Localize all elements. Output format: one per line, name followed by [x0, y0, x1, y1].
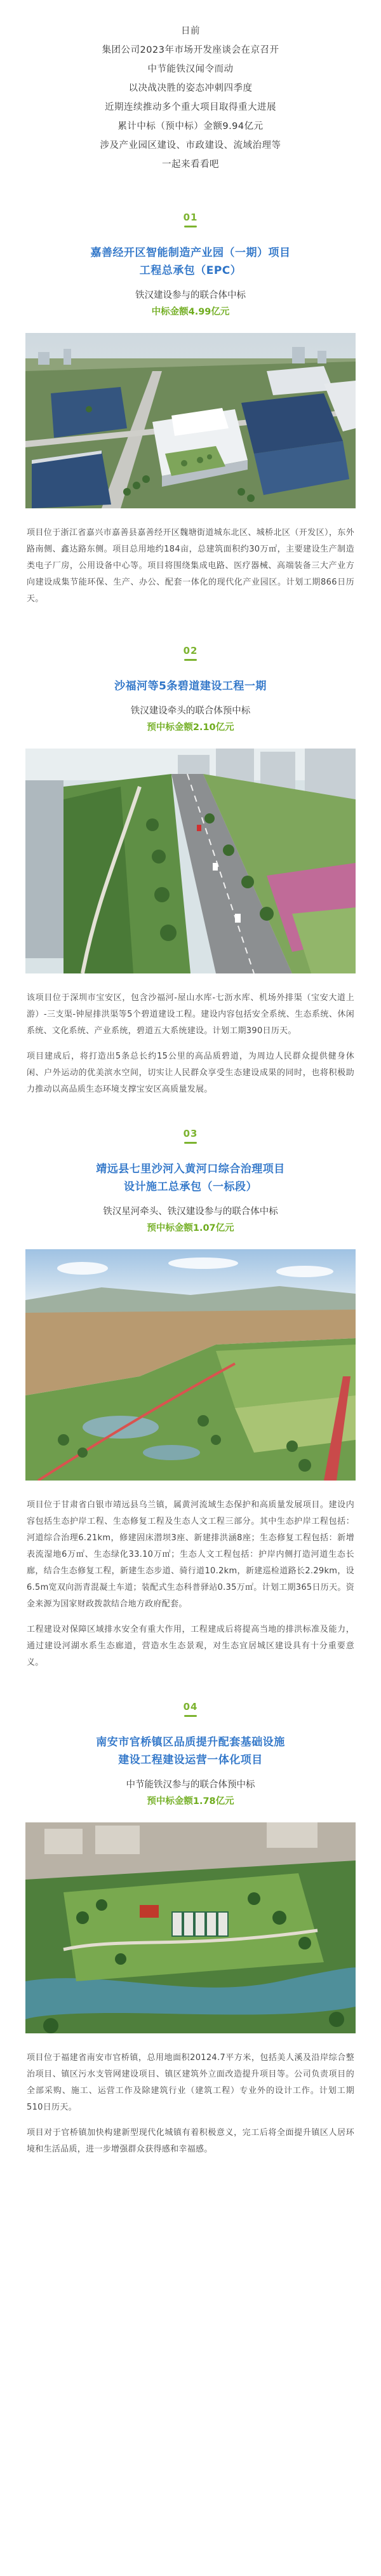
section-number-underline	[184, 1142, 197, 1144]
project-description: 该项目位于深圳市宝安区，包含沙福河-屋山水库-七沥水库、机场外排渠（宝安大道上游）-三支渠-钟屋排洪渠等5个碧道建设工程。建设内容包括安全系统、生态系统、休闲系统、文化系统、产业系统，碧道五大系统建设。计划工期390日历天。	[27, 993, 354, 1036]
section-number	[0, 211, 381, 236]
project-amount: 预中标金额1.78亿元	[147, 1796, 234, 1807]
project-title-line: 工程总承包（EPC）	[139, 264, 242, 277]
project-photo-town-park	[25, 1822, 356, 2033]
project-03	[0, 1127, 381, 1671]
project-title-line: 南安市官桥镇区品质提升配套基础设施	[96, 1736, 285, 1749]
project-title-line: 建设工程建设运营一体化项目	[118, 1754, 263, 1766]
project-description: 项目位于甘肃省白银市靖远县乌兰镇，属黄河流域生态保护和高质量发展项目。建设内容包括生态护岸工程、生态修复工程及生态人文工程三部分。其中生态护岸工程包括：河道综合治理6.21km，修建固床潜坝3座、新建排洪涵8座；生态修复工程包括：新增表流湿地6万㎡、生态绿化33.10万㎡；生态人文工程包括：护岸内侧打造河道生态长廊，结合生态修复工程，新建生态步道、骑行道10.2km，新建巡检道路长2.29km，设6.5m宽双向沥青混凝土车道；装配式生态科普驿站0.35万㎡。计划工期365日历天。资金来源为国家财政拨款结合地方政府配套。	[27, 1500, 354, 1609]
intro-line: 近期连续推动多个重大项目取得重大进展	[105, 102, 276, 112]
section-number-underline	[184, 226, 197, 227]
project-bidder: 铁汉建设参与的联合体中标	[135, 290, 246, 301]
project-04	[0, 1700, 381, 2158]
project-description: 项目建成后，将打造出5条总长约15公里的高品质碧道，为周边人民群众提供健身休闲、户外运动的优美滨水空间，切实让人民群众享受生态建设成果的同时，也将积极助力推动以高品质生态环境支撑宝安区高质量发展。	[27, 1052, 354, 1094]
section-number-text: 01	[183, 212, 198, 223]
project-amount: 中标金额4.99亿元	[151, 307, 230, 317]
intro-line: 累计中标（预中标）金额9.94亿元	[117, 121, 264, 132]
section-number-underline	[184, 659, 197, 661]
project-bidder: 铁汉星河牵头、铁汉建设参与的联合体中标	[103, 1207, 278, 1217]
section-number-text: 04	[183, 1701, 198, 1712]
project-description: 项目位于福建省南安市官桥镇，总用地面积20124.7平方米，包括美人溪及沿岸综合整治项目、镇区污水支管网建设项目、镇区建筑外立面改造提升项目等。公司负责项目的全部采购、施工、运营工作及除建筑行业（建筑工程）专业外的设计工作。计划工期510日历天。	[27, 2053, 354, 2112]
intro-line: 以决战决胜的姿态冲刺四季度	[128, 83, 253, 93]
intro-line: 中节能铁汉闻令而动	[147, 64, 234, 74]
section-number-text: 02	[183, 645, 198, 656]
section-number	[0, 1700, 381, 1726]
project-description: 工程建设对保障区域排水安全有重大作用，工程建成后将提高当地的排洪标准及能力，通过建设河湖水系生态廊道，营造水生态景观，对生态宜居城区建设具有十分重要意义。	[27, 1625, 354, 1667]
section-number	[0, 644, 381, 670]
project-bidder: 铁汉建设牵头的联合体预中标	[130, 706, 251, 716]
project-photo-river-estuary	[25, 1249, 356, 1481]
intro-line: 集团公司2023年市场开发座谈会在京召开	[102, 45, 279, 55]
section-number	[0, 1127, 381, 1153]
section-number-underline	[184, 1715, 197, 1717]
project-photo-greenway	[25, 749, 356, 973]
project-description: 项目对于官桥镇加快构建新型现代化城镇有着积极意义，完工后将全面提升镇区人居环境和生活品质，进一步增强群众获得感和幸福感。	[27, 2128, 354, 2154]
intro-section	[0, 0, 381, 174]
project-title-line: 设计施工总承包（一标段）	[124, 1181, 257, 1193]
project-title-line: 嘉善经开区智能制造产业园（一期）项目	[90, 247, 291, 259]
intro-line: 日前	[181, 26, 200, 36]
intro-line: 涉及产业园区建设、市政建设、流域治理等	[100, 140, 281, 151]
intro-line: 一起来看看吧	[162, 159, 219, 170]
project-bidder: 中节能铁汉参与的联合体预中标	[126, 1780, 255, 1790]
project-photo-industrial-park	[25, 333, 356, 508]
project-description: 项目位于浙江省嘉兴市嘉善县嘉善经开区魏塘街道城东北区、城桥北区（开发区），东外路南侧、鑫达路东侧。项目总用地约184亩，总建筑面积约30万㎡，主要建设生产制造类电子厂房，公用设备中心等。项目将围绕集成电路、医疗器械、高端装备三大产业方向建设成集节能环保、生产、办公、配套一体化的现代化产业园区。计划工期866日历天。	[27, 528, 354, 604]
project-title-line: 沙福河等5条碧道建设工程一期	[114, 680, 267, 693]
project-amount: 预中标金额2.10亿元	[147, 722, 234, 733]
project-amount: 预中标金额1.07亿元	[147, 1223, 234, 1233]
project-02	[0, 644, 381, 1098]
project-01	[0, 211, 381, 607]
project-title-line: 靖远县七里沙河入黄河口综合治理项目	[96, 1163, 285, 1176]
section-number-text: 03	[183, 1128, 198, 1139]
